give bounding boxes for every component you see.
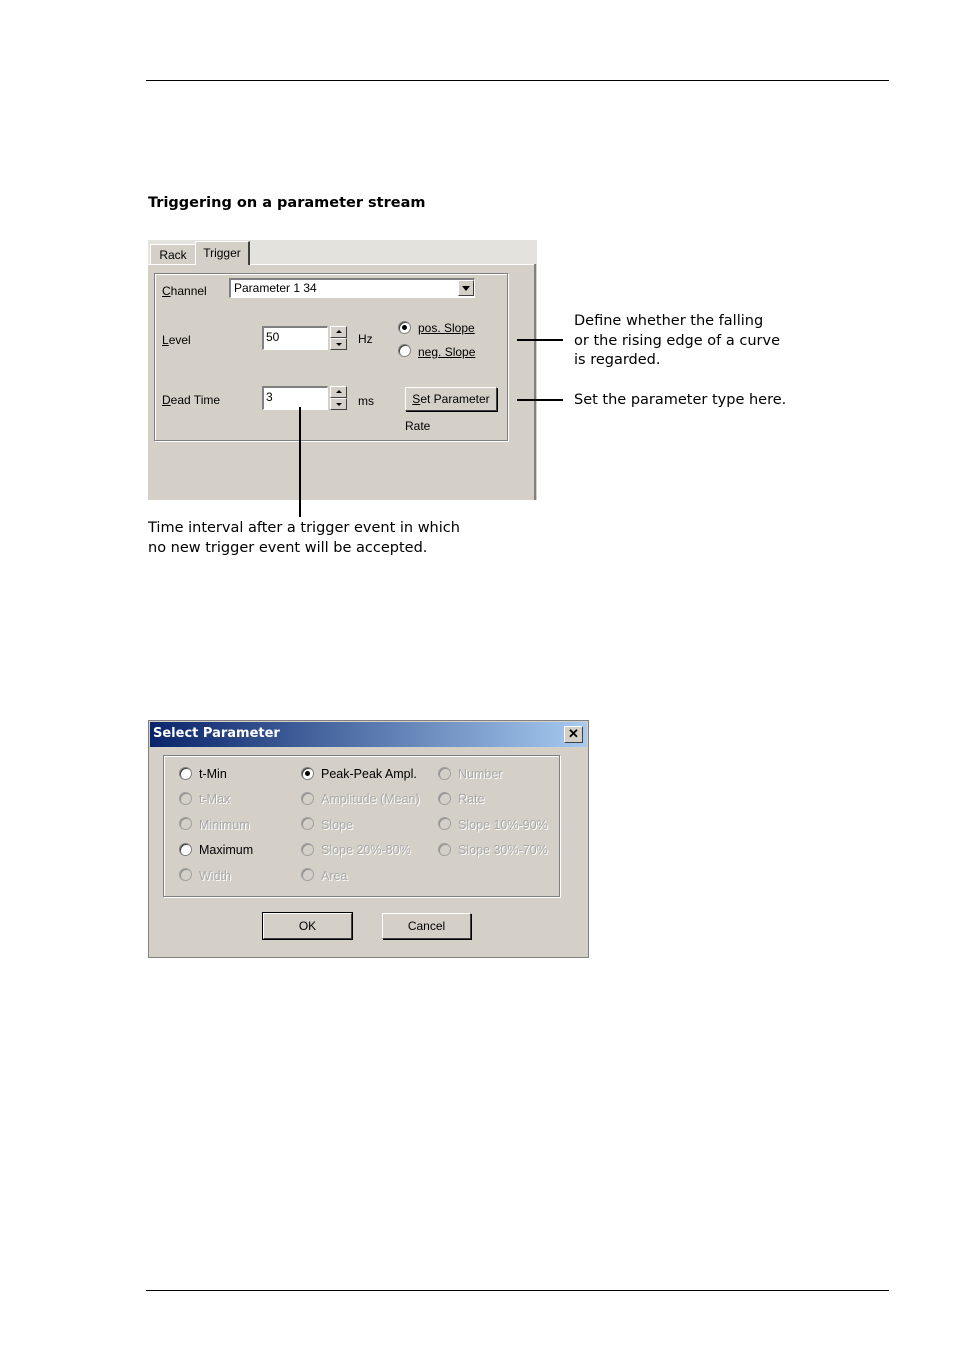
channel-label-accel: C: [162, 284, 171, 298]
footer-rule: [146, 1290, 889, 1291]
slope-note: [574, 312, 780, 371]
option-minimum-radio: [179, 817, 192, 830]
figure-caption: Triggering on a parameter stream: [148, 195, 426, 211]
option-area-label: Area: [321, 869, 348, 883]
header-rule: [146, 80, 889, 81]
option-slope-label: Slope: [321, 818, 353, 832]
cancel-button[interactable]: Cancel: [382, 913, 471, 939]
option-slope-30-70-radio: [438, 843, 451, 856]
neg-slope-radio[interactable]: [398, 344, 411, 357]
close-icon[interactable]: ✕: [564, 726, 583, 743]
chevron-down-icon[interactable]: [458, 280, 474, 296]
option-area-radio: [301, 868, 314, 881]
level-label: [162, 333, 191, 347]
slope-note-line-2: or the rising edge of a curve: [574, 332, 780, 349]
param-callout-line: [517, 399, 563, 401]
dead-time-unit: ms: [358, 394, 374, 408]
set-parameter-rest: et Parameter: [420, 392, 490, 406]
option-slope-10-90-radio: [438, 817, 451, 830]
option-number-label: Number: [458, 767, 503, 781]
dead-time-input[interactable]: 3: [262, 386, 328, 410]
dead-time-note-line-1: Time interval after a trigger event in which: [148, 520, 460, 536]
spin-up-icon[interactable]: [330, 326, 347, 338]
option-width-radio: [179, 868, 192, 881]
dead-time-note-line-2: no new trigger event will be accepted.: [148, 539, 428, 556]
level-spinner[interactable]: [330, 326, 347, 350]
channel-label: [162, 284, 207, 298]
dead-time-label-accel: D: [162, 393, 171, 407]
spin-down-icon[interactable]: [330, 398, 347, 410]
dead-time-note: [148, 519, 460, 558]
dead-time-label: [162, 393, 220, 407]
option-t-min-label[interactable]: t-Min: [199, 767, 227, 781]
option-t-max-label: t-Max: [199, 792, 231, 806]
option-number-radio: [438, 767, 451, 780]
tab-rack[interactable]: Rack: [150, 244, 196, 265]
panel-edge: [534, 264, 536, 500]
set-parameter-button[interactable]: [405, 387, 497, 411]
level-label-accel: L: [162, 333, 169, 347]
option-minimum-label: Minimum: [199, 818, 250, 832]
set-parameter-accel: S: [412, 392, 421, 406]
dead-time-spinner[interactable]: [330, 386, 347, 410]
option-t-min-radio[interactable]: [179, 767, 192, 780]
channel-label-rest: hannel: [170, 284, 207, 298]
trigger-panel: [148, 240, 537, 500]
option-slope-30-70-label: Slope 30%-70%: [458, 843, 548, 857]
pos-slope-radio[interactable]: [398, 321, 411, 334]
spin-down-icon[interactable]: [330, 338, 347, 350]
option-slope-radio: [301, 817, 314, 830]
option-amplitude-radio: [301, 792, 314, 805]
channel-value: Parameter 1 34: [234, 281, 317, 295]
option-rate-radio: [438, 792, 451, 805]
option-rate-label: Rate: [458, 792, 485, 806]
slope-callout-line: [517, 339, 563, 341]
select-parameter-dialog: [148, 720, 589, 958]
dialog-title: Select Parameter: [153, 726, 280, 741]
param-note: Set the parameter type here.: [574, 392, 787, 408]
dead-time-label-rest: ead Time: [170, 393, 221, 407]
spin-up-icon[interactable]: [330, 386, 347, 398]
dead-time-callout-line: [299, 407, 301, 517]
neg-slope-label[interactable]: neg. Slope: [418, 345, 476, 359]
level-label-rest: evel: [168, 333, 191, 347]
option-width-label: Width: [199, 869, 231, 883]
option-t-max-radio: [179, 792, 192, 805]
option-peak-peak-label[interactable]: Peak-Peak Ampl.: [321, 767, 417, 781]
option-slope-20-80-radio: [301, 843, 314, 856]
level-unit: Hz: [358, 332, 373, 346]
slope-note-line-1: Define whether the falling: [574, 313, 764, 329]
option-maximum-radio[interactable]: [179, 843, 192, 856]
pos-slope-label[interactable]: pos. Slope: [418, 321, 475, 335]
slope-note-line-3: is regarded.: [574, 352, 661, 368]
channel-dropdown[interactable]: [229, 278, 475, 298]
parameter-value: Rate: [405, 419, 431, 433]
option-maximum-label[interactable]: Maximum: [199, 843, 254, 857]
option-peak-peak-radio[interactable]: [301, 767, 314, 780]
ok-button[interactable]: OK: [263, 913, 352, 939]
tab-trigger[interactable]: Trigger: [195, 241, 250, 265]
option-slope-10-90-label: Slope 10%-90%: [458, 818, 548, 832]
option-slope-20-80-label: Slope 20%-80%: [321, 843, 411, 857]
dialog-titlebar[interactable]: [150, 722, 587, 747]
option-amplitude-label: Amplitude (Mean): [321, 792, 420, 806]
level-input[interactable]: 50: [262, 326, 328, 350]
